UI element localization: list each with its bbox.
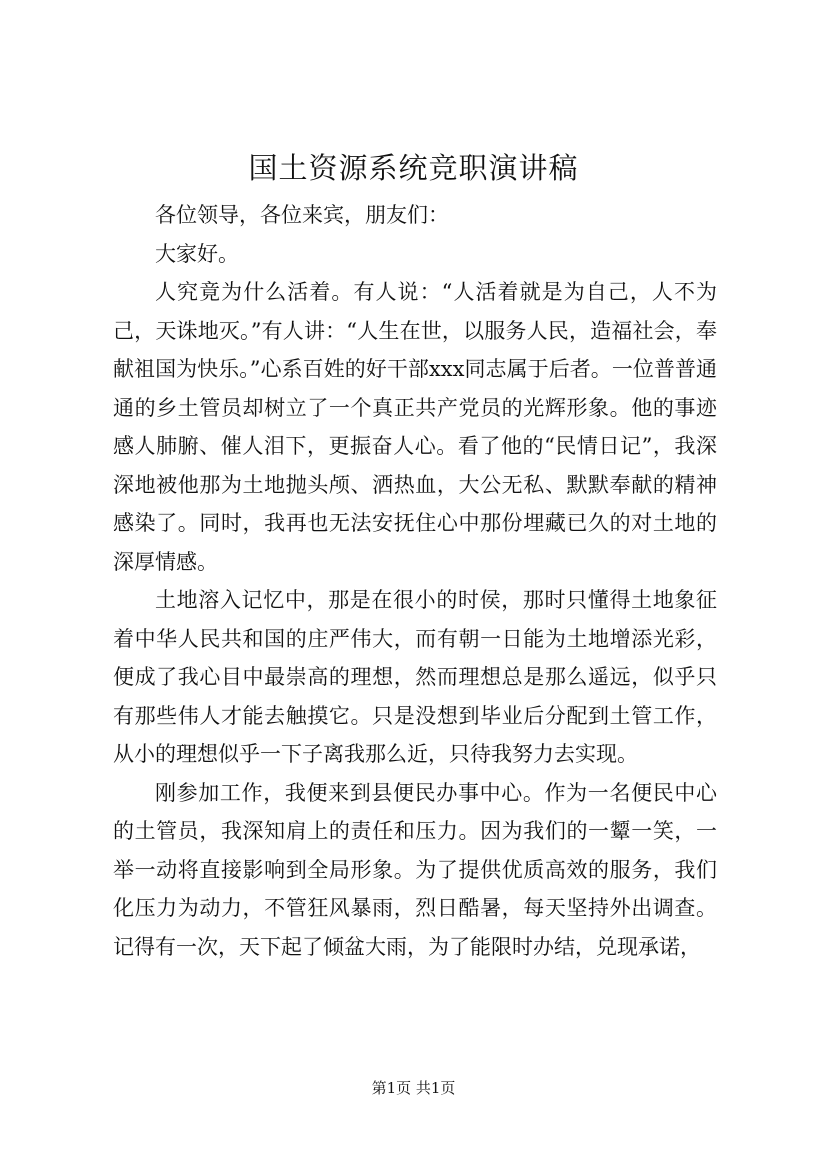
paragraph-land-memory: 土地溶入记忆中，那是在很小的时侯，那时只懂得土地象征着中华人民共和国的庄严伟大，而有朝一日能为土地增添光彩，便成了我心目中最崇高的理想，然而理想总是那么遥远，似乎只有那些伟人才能去触摸它。只是没想到毕业后分配到土管工作，从小的理想似乎一下子离我那么近，只待我努力去实现。 — [113, 588, 717, 766]
paragraph-greeting: 各位领导，各位来宾，朋友们： — [155, 203, 449, 227]
document-body — [113, 196, 717, 966]
paragraph-hello: 大家好。 — [155, 241, 239, 266]
paragraph-work-start: 刚参加工作，我便来到县便民办事中心。作为一名便民中心的土管员，我深知肩上的责任和压力。因为我们的一颦一笑，一举一动将直接影响到全局形象。为了提供优质高效的服务，我们化压力为动力，不管狂风暴雨，烈日酷暑，每天坚持外出调查。记得有一次，天下起了倾盆大雨，为了能限时办结，兑现承诺， — [113, 780, 717, 959]
paragraph-life-purpose: 人究竟为什么活着。有人说：“人活着就是为自己，人不为己，天诛地灭。”有人讲：“人生在世，以服务人民，造福社会，奉献祖国为快乐。”心系百姓的好干部xxx同志属于后者。一位普普通通的乡土管员却树立了一个真正共产党员的光辉形象。他的事迹感人肺腑、催人泪下，更振奋人心。看了他的“民情日记”，我深深地被他那为土地抛头颅、洒热血，大公无私、默默奉献的精神感染了。同时，我再也无法安抚住心中那份埋藏已久的对土地的深厚情感。 — [113, 280, 717, 574]
document-title: 国土资源系统竞职演讲稿 — [248, 151, 579, 185]
page-footer: 第1页 共1页 — [371, 1079, 456, 1097]
